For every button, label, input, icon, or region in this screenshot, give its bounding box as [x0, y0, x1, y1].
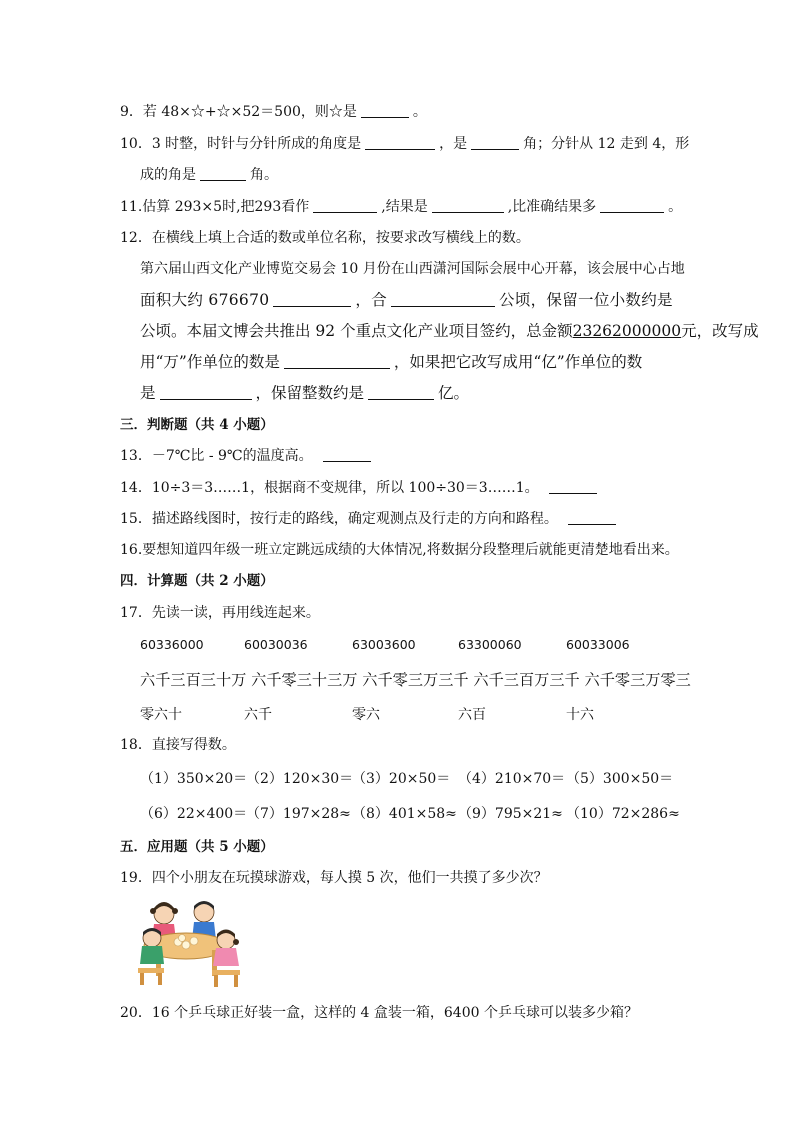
number-item[interactable]: 60033006	[566, 637, 630, 652]
answer-blank[interactable]	[361, 103, 409, 118]
child-boy-left	[138, 928, 164, 985]
answer-blank[interactable]	[432, 198, 504, 213]
section-5-heading: 五．应用题（共 5 小题）	[120, 839, 274, 855]
question-10: 10．3 时整，时针与分针所成的角度是 ，是 角；分针从 12 走到 4，形	[120, 136, 690, 152]
question-14: 14．10÷3＝3……1，根据商不变规律，所以 100÷30＝3……1。	[120, 479, 601, 497]
answer-blank[interactable]	[313, 198, 377, 213]
word-item[interactable]: 六百	[458, 707, 486, 723]
question-16: 16.要想知道四年级一班立定跳远成绩的大体情况,将数据分段整理后就能更清楚地看出来。	[120, 542, 679, 558]
answer-blank[interactable]	[568, 510, 616, 525]
word-item[interactable]: 六千	[244, 707, 272, 723]
calc-item[interactable]: （7）197×28≈	[246, 806, 351, 822]
word-item[interactable]: 零六	[352, 707, 380, 723]
calc-item[interactable]: （3）20×50＝	[352, 771, 451, 787]
section-3-heading: 三．判断题（共 4 小题）	[120, 417, 274, 433]
question-12-line3: 公顷。本届文博会共推出 92 个重点文化产业项目签约，总金额23262000000元，改写成	[140, 322, 759, 340]
question-9: 9．若 48×☆+☆×52＝500，则☆是 。	[120, 104, 427, 120]
section-4-heading: 四．计算题（共 2 小题）	[120, 573, 274, 589]
question-18-title: 18．直接写得数。	[120, 737, 236, 753]
answer-blank[interactable]	[471, 135, 519, 150]
question-12-line5: 是 ，保留整数约是 亿。	[140, 384, 470, 402]
question-11: 11.估算 293×5时,把293看作 ,结果是 ,比准确结果多 。	[120, 199, 683, 215]
calc-item[interactable]: （9）795×21≈	[458, 806, 563, 822]
word-item[interactable]: 十六	[566, 707, 594, 723]
number-item[interactable]: 60030036	[244, 637, 308, 652]
question-17-title: 17．先读一读，再用线连起来。	[120, 605, 320, 621]
question-13: 13．－7℃比 - 9℃的温度高。	[120, 447, 375, 465]
question-12-title: 12．在横线上填上合适的数或单位名称，按要求改写横线上的数。	[120, 230, 530, 246]
word-item[interactable]: 零六十	[140, 707, 182, 723]
calc-item[interactable]: （5）300×50＝	[566, 771, 674, 787]
question-12-line4: 用“万”作单位的数是 ，如果把它改写成用“亿”作单位的数	[140, 353, 643, 371]
answer-blank[interactable]	[391, 292, 495, 307]
calc-item[interactable]: （6）22×400＝	[140, 806, 248, 822]
answer-blank[interactable]	[160, 385, 252, 400]
answer-blank[interactable]	[284, 354, 390, 369]
answer-blank[interactable]	[600, 198, 664, 213]
question-20: 20．16 个乒乓球正好装一盒，这样的 4 盒装一箱，6400 个乒乓球可以装多少箱？	[120, 1005, 638, 1021]
question-19: 19．四个小朋友在玩摸球游戏，每人摸 5 次，他们一共摸了多少次？	[120, 870, 548, 886]
words-row-1[interactable]: 六千三百三十万 六千零三十三万 六千零三万三千 六千三百万三千 六千零三万零三	[140, 671, 691, 689]
calc-item[interactable]: （8）401×58≈	[352, 806, 457, 822]
number-item[interactable]: 63300060	[458, 637, 522, 652]
calc-item[interactable]: （2）120×30＝	[246, 771, 354, 787]
answer-blank[interactable]	[368, 385, 434, 400]
answer-blank[interactable]	[365, 135, 435, 150]
question-12-line2: 面积大约 676670 ，合 公顷，保留一位小数约是	[140, 291, 673, 309]
number-item[interactable]: 60336000	[140, 637, 204, 652]
answer-blank[interactable]	[200, 166, 246, 181]
answer-blank[interactable]	[323, 447, 371, 462]
question-10-cont: 成的角是 角。	[140, 167, 278, 183]
calc-item[interactable]: （10）72×286≈	[566, 806, 680, 822]
calc-item[interactable]: （4）210×70＝	[458, 771, 566, 787]
number-item[interactable]: 63003600	[352, 637, 416, 652]
children-playing-illustration	[134, 898, 246, 988]
answer-blank[interactable]	[273, 292, 351, 307]
answer-blank[interactable]	[549, 479, 597, 494]
question-15: 15．描述路线图时，按行走的路线，确定观测点及行走的方向和路程。	[120, 510, 620, 528]
calc-item[interactable]: （1）350×20＝	[140, 771, 248, 787]
question-12-line1: 第六届山西文化产业博览交易会 10 月份在山西潇河国际会展中心开幕，该会展中心占地	[140, 261, 685, 277]
